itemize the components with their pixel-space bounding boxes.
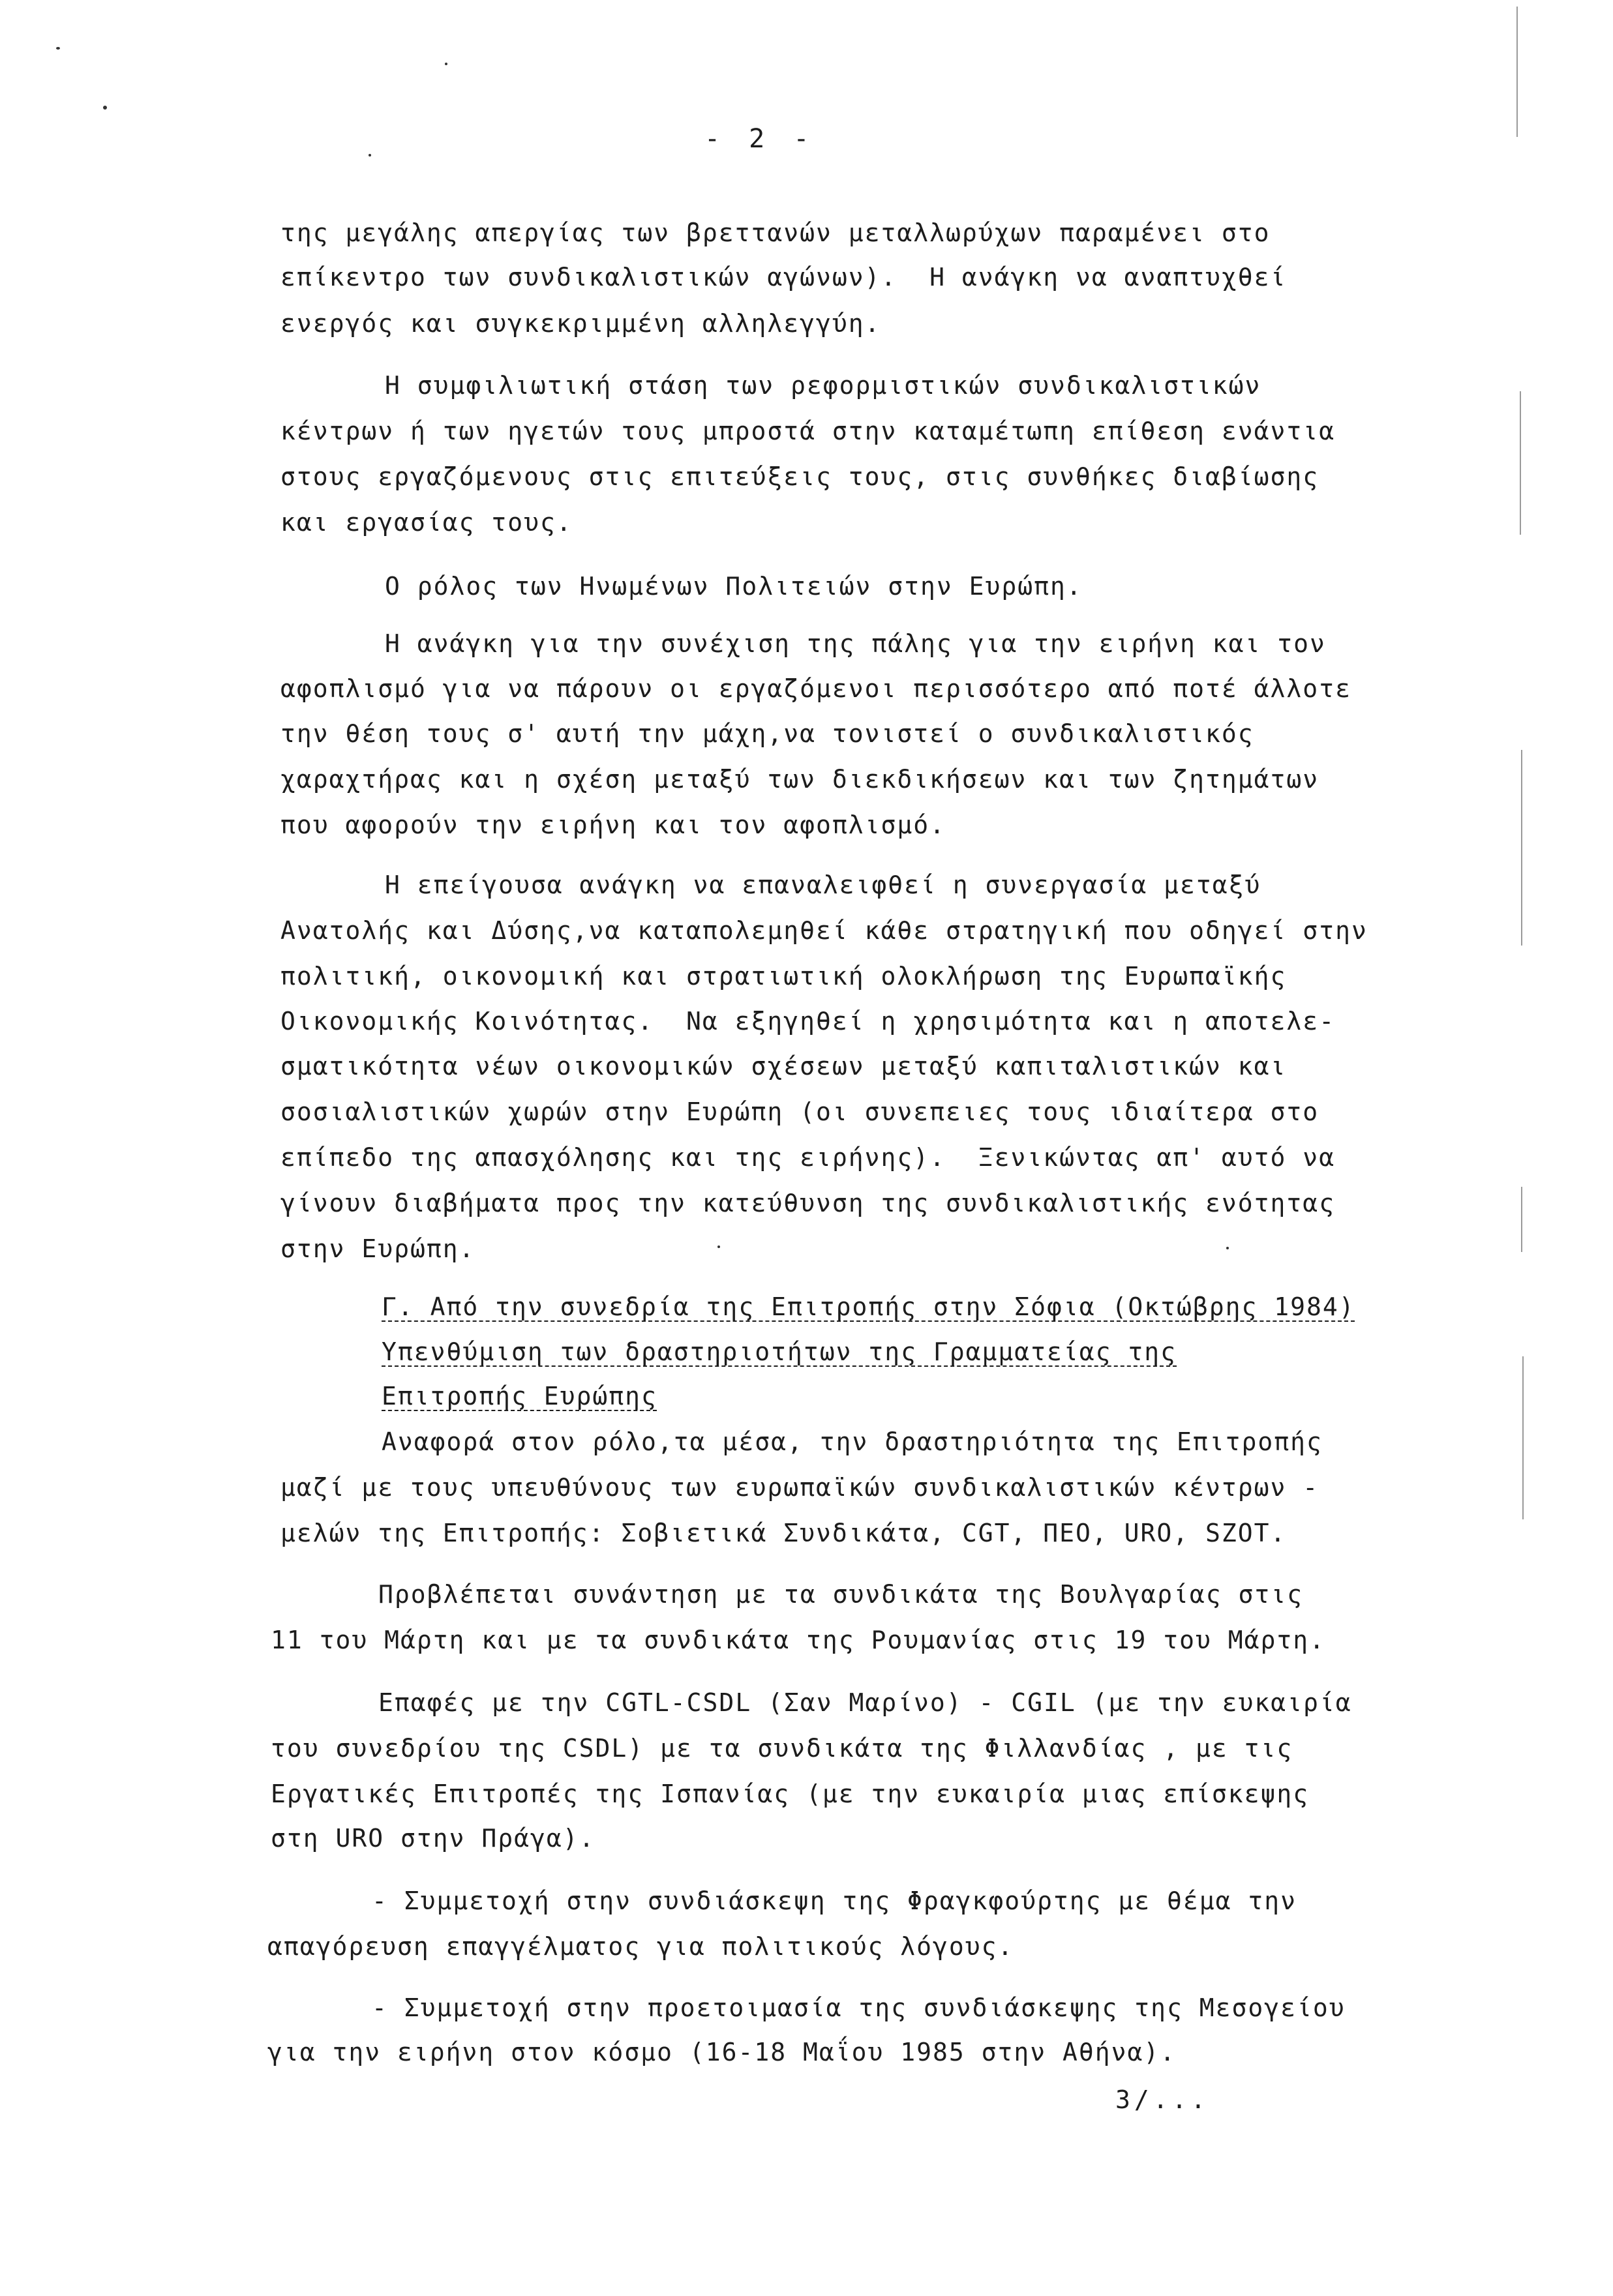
- text-line: αφοπλισμό για να πάρουν οι εργαζόμενοι περισσότερο από ποτέ άλλοτε: [280, 674, 1351, 703]
- scan-speck: [445, 63, 447, 65]
- text-line: την θέση τους σ' αυτή την μάχη,να τονιστεί ο συνδικαλιστικός: [280, 719, 1254, 748]
- text-line: Ανατολής και Δύσης,να καταπολεμηθεί κάθε στρατηγική που οδηγεί στην: [280, 916, 1368, 945]
- text-line: - Συμμετοχή στην συνδιάσκεψη της Φραγκφούρτης με θέμα την: [372, 1886, 1297, 1915]
- text-line: ενεργός και συγκεκριμμένη αλληλεγγύη.: [280, 309, 881, 338]
- text-line: χαραχτήρας και η σχέση μεταξύ των διεκδικήσεων και των ζητημάτων: [280, 765, 1319, 794]
- scan-edge-mark: [1522, 1356, 1524, 1519]
- text-line: στην Ευρώπη.: [280, 1234, 475, 1263]
- section-heading: Γ. Από την συνεδρία της Επιτροπής στην Σόφια (Οκτώβρης 1984): [382, 1292, 1355, 1321]
- text-line: γίνουν διαβήματα προς την κατεύθυνση της συνδικαλιστικής ενότητας: [280, 1189, 1336, 1217]
- continuation-marker: 3/...: [1115, 2085, 1210, 2114]
- text-line: του συνεδρίου της CSDL) με τα συνδικάτα της Φιλλανδίας , με τις: [271, 1734, 1293, 1763]
- text-line: μελών της Επιτροπής: Σοβιετικά Συνδικάτα, CGT, ΠΕΟ, URO, SZOT.: [280, 1519, 1287, 1547]
- text-line: της μεγάλης απεργίας των βρεττανών μεταλλωρύχων παραμένει στο: [280, 218, 1271, 247]
- scan-edge-mark: [1520, 391, 1521, 535]
- text-line: 11 του Μάρτη και με τα συνδικάτα της Ρουμανίας στις 19 του Μάρτη.: [271, 1626, 1326, 1654]
- scan-edge-mark: [1521, 1187, 1522, 1252]
- text-line: στους εργαζόμενους στις επιτεύξεις τους, στις συνθήκες διαβίωσης: [280, 462, 1319, 491]
- scan-speck: [717, 1245, 720, 1248]
- text-line: επίκεντρο των συνδικαλιστικών αγώνων). Η ανάγκη να αναπτυχθεί: [280, 263, 1287, 291]
- text-line: Εργατικές Επιτροπές της Ισπανίας (με την ευκαιρία μιας επίσκεψης: [271, 1780, 1310, 1808]
- scan-speck: [369, 154, 371, 157]
- text-line: που αφορούν την ειρήνη και τον αφοπλισμό.: [280, 811, 946, 839]
- text-line: για την ειρήνη στον κόσμο (16-18 Μαΐου 1985 στην Αθήνα).: [267, 2038, 1177, 2066]
- text-line: απαγόρευση επαγγέλματος για πολιτικούς λόγους.: [267, 1932, 1014, 1961]
- text-line: Η συμφιλιωτική στάση των ρεφορμιστικών συνδικαλιστικών: [385, 371, 1261, 400]
- text-line: σματικότητα νέων οικονομικών σχέσεων μεταξύ καπιταλιστικών και: [280, 1052, 1287, 1081]
- text-line: επίπεδο της απασχόλησης και της ειρήνης). Ξενικώντας απ' αυτό να: [280, 1143, 1336, 1172]
- scan-edge-mark: [1521, 750, 1522, 946]
- text-line: Προβλέπεται συνάντηση με τα συνδικάτα της Βουλγαρίας στις: [378, 1580, 1304, 1609]
- text-line: κέντρων ή των ηγετών τους μπροστά στην καταμέτωπη επίθεση ενάντια: [280, 417, 1336, 445]
- text-line: σοσιαλιστικών χωρών στην Ευρώπη (οι συνεπειες τους ιδιαίτερα στο: [280, 1097, 1319, 1126]
- scan-speck: [1226, 1247, 1229, 1249]
- text-line: στη URO στην Πράγα).: [271, 1824, 595, 1853]
- text-line: πολιτική, οικονομική και στρατιωτική ολοκλήρωση της Ευρωπαϊκής: [280, 962, 1287, 991]
- page-number: - 2 -: [704, 124, 816, 154]
- text-line: Επαφές με την CGTL-CSDL (Σαν Μαρίνο) - CGIL (με την ευκαιρία: [378, 1688, 1352, 1717]
- text-line: Η ανάγκη για την συνέχιση της πάλης για την ειρήνη και τον: [385, 629, 1326, 658]
- text-line: Ο ρόλος των Ηνωμένων Πολιτειών στην Ευρώπη.: [385, 572, 1083, 601]
- text-line: - Συμμετοχή στην προετοιμασία της συνδιάσκεψης της Μεσογείου: [372, 1993, 1346, 2022]
- section-heading: Υπενθύμιση των δραστηριοτήτων της Γραμματείας της: [382, 1337, 1177, 1366]
- scan-speck: [56, 47, 60, 50]
- text-line: και εργασίας τους.: [280, 508, 573, 537]
- text-line: Οικονομικής Κοινότητας. Να εξηγηθεί η χρησιμότητα και η αποτελε-: [280, 1007, 1336, 1036]
- text-line: Η επείγουσα ανάγκη να επαναλειφθεί η συνεργασία μεταξύ: [385, 871, 1261, 899]
- scan-edge-mark: [1516, 7, 1518, 137]
- text-line: μαζί με τους υπευθύνους των ευρωπαϊκών συνδικαλιστικών κέντρων -: [280, 1473, 1319, 1502]
- scan-speck: [103, 106, 107, 110]
- section-heading: Επιτροπής Ευρώπης: [382, 1382, 657, 1410]
- text-line: Αναφορά στον ρόλο,τα μέσα, την δραστηριότητα της Επιτροπής: [382, 1427, 1323, 1456]
